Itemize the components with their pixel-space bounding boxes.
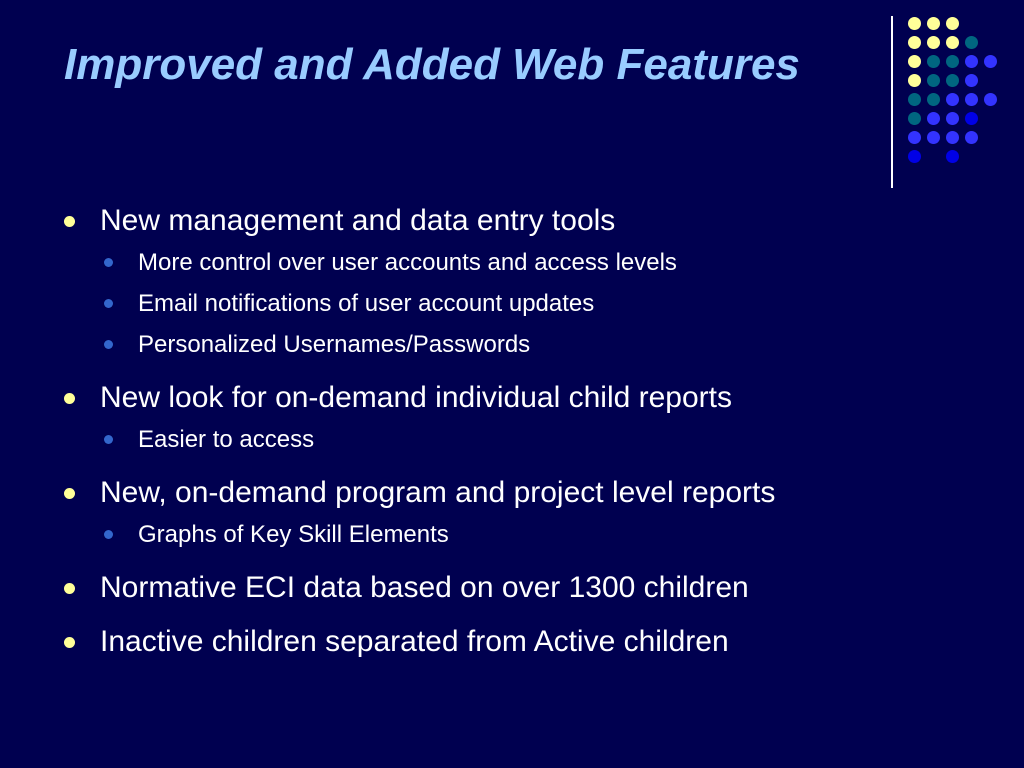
decorative-dot-grid — [900, 10, 1010, 170]
decorative-dot — [908, 131, 921, 144]
bullet-dot-icon — [64, 216, 75, 227]
sub-bullet-dot-icon — [104, 258, 113, 267]
decorative-dot — [927, 55, 940, 68]
bullet-text: Inactive children separated from Active children — [100, 625, 729, 658]
decorative-dot — [946, 150, 959, 163]
sub-bullet-text: Graphs of Key Skill Elements — [138, 521, 449, 548]
decorative-dot — [908, 93, 921, 106]
slide-title: Improved and Added Web Features — [64, 40, 800, 89]
decorative-dot — [946, 74, 959, 87]
sub-bullet-text: More control over user accounts and access levels — [138, 249, 677, 276]
decorative-dot — [927, 17, 940, 30]
bullet-text: New look for on-demand individual child reports — [100, 381, 732, 414]
decorative-dot — [908, 150, 921, 163]
sub-bullet-list — [100, 242, 962, 365]
decorative-dot — [946, 131, 959, 144]
sub-bullet-dot-icon — [104, 435, 113, 444]
decorative-dot — [946, 36, 959, 49]
decorative-dot — [927, 74, 940, 87]
decorative-dot — [908, 74, 921, 87]
sub-bullet-item — [100, 242, 962, 283]
decorative-dot — [946, 55, 959, 68]
bullet-text: New, on-demand program and project level reports — [100, 476, 776, 509]
bullet-text: Normative ECI data based on over 1300 children — [100, 571, 749, 604]
decorative-dot — [965, 74, 978, 87]
decorative-dot — [965, 36, 978, 49]
decorative-dot — [908, 55, 921, 68]
bullet-item — [62, 377, 962, 460]
decorative-dot — [965, 93, 978, 106]
sub-bullet-dot-icon — [104, 530, 113, 539]
bullet-item — [62, 472, 962, 555]
bullet-item — [62, 621, 962, 663]
bullet-item — [62, 567, 962, 609]
sub-bullet-list — [100, 419, 962, 460]
decorative-dot — [965, 55, 978, 68]
decorative-dot — [984, 55, 997, 68]
sub-bullet-text: Personalized Usernames/Passwords — [138, 331, 531, 358]
title-divider-line — [891, 16, 893, 188]
decorative-dot — [908, 17, 921, 30]
decorative-dot — [946, 17, 959, 30]
decorative-dot — [965, 131, 978, 144]
sub-bullet-text: Email notifications of user account updates — [138, 290, 595, 317]
decorative-dot — [927, 93, 940, 106]
decorative-dot — [946, 112, 959, 125]
sub-bullet-list — [100, 514, 962, 555]
bullet-list — [62, 200, 962, 675]
sub-bullet-item — [100, 514, 962, 555]
decorative-dot — [927, 131, 940, 144]
bullet-dot-icon — [64, 488, 75, 499]
decorative-dot — [927, 36, 940, 49]
sub-bullet-item — [100, 283, 962, 324]
decorative-dot — [965, 112, 978, 125]
decorative-dot — [927, 112, 940, 125]
decorative-dot — [946, 93, 959, 106]
sub-bullet-text: Easier to access — [138, 426, 315, 453]
sub-bullet-dot-icon — [104, 299, 113, 308]
sub-bullet-dot-icon — [104, 340, 113, 349]
decorative-dot — [984, 93, 997, 106]
bullet-item — [62, 200, 962, 365]
bullet-text: New management and data entry tools — [100, 204, 616, 237]
sub-bullet-item — [100, 419, 962, 460]
decorative-dot — [908, 112, 921, 125]
bullet-dot-icon — [64, 583, 75, 594]
decorative-dot — [908, 36, 921, 49]
bullet-dot-icon — [64, 393, 75, 404]
bullet-dot-icon — [64, 637, 75, 648]
sub-bullet-item — [100, 324, 962, 365]
